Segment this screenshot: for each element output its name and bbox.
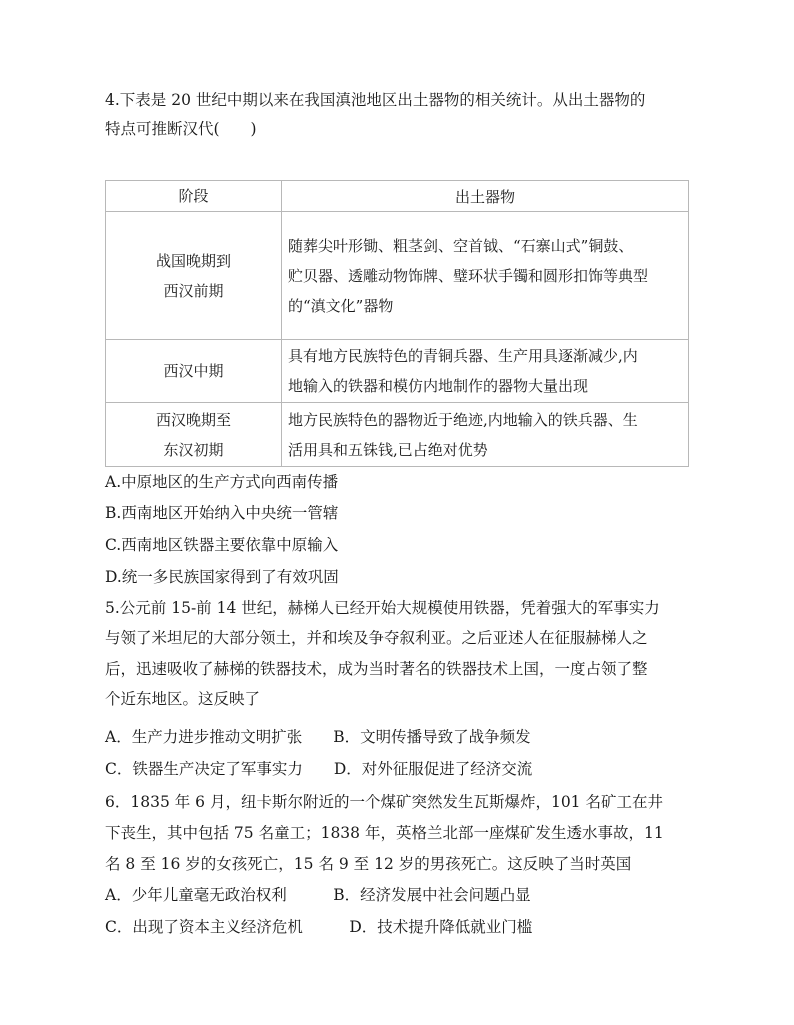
artifact-table [105, 180, 689, 467]
artifact-line: 贮贝器、透雕动物饰牌、璧环状手镯和圆形扣饰等典型 [288, 266, 649, 285]
stage-cell [106, 403, 282, 467]
stage-line: 西汉晚期至 [155, 410, 231, 429]
artifact-line: 地输入的铁器和模仿内地制作的器物大量出现 [288, 377, 589, 395]
stage-line: 西汉中期 [163, 362, 224, 380]
artifact-line: 的“滇文化”器物 [288, 296, 394, 315]
q5-stem-line-2: 与领了米坦尼的大部分领土，并和埃及争夺叙利亚。之后亚述人在征服赫梯人之 [105, 629, 648, 647]
q5-stem-line-4: 个近东地区。这反映了 [105, 690, 261, 708]
artifact-cell [282, 403, 689, 467]
q6-options-row-2: C．出现了资本主义经济危机 D．技术提升降低就业门槛 [105, 918, 533, 936]
q5-options-row-2: C．铁器生产决定了军事实力 D．对外征服促进了经济交流 [105, 760, 533, 778]
artifact-cell [282, 212, 689, 340]
q6-options-row-1: A．少年儿童毫无政治权利 B．经济发展中社会问题凸显 [105, 886, 531, 904]
table-header-row [106, 181, 689, 212]
header-stage: 阶段 [106, 181, 282, 212]
header-artifacts: 出土器物 [282, 181, 689, 212]
stage-line: 西汉前期 [163, 281, 224, 300]
q6-stem-line-2: 下丧生，其中包括 75 名童工；1838 年，英格兰北部一座煤矿发生透水事故，11 [105, 824, 664, 842]
table-row [106, 403, 689, 467]
q4-option-b: B.西南地区开始纳入中央统一管辖 [105, 504, 339, 522]
artifact-line: 地方民族特色的器物近于绝迹,内地输入的铁兵器、生 [288, 410, 638, 429]
q5-stem-line-3: 后，迅速吸收了赫梯的铁器技术，成为当时著名的铁器技术上国，一度占领了整 [105, 660, 648, 678]
table-row [106, 212, 689, 340]
q4-stem-line-1: 4.下表是 20 世纪中期以来在我国滇池地区出土器物的相关统计。从出土器物的 [105, 91, 646, 109]
table-row [106, 340, 689, 403]
q5-stem-line-1: 5.公元前 15-前 14 世纪，赫梯人已经开始大规模使用铁器，凭着强大的军事实力 [105, 599, 660, 617]
artifact-line: 随葬尖叶形锄、粗茎剑、空首钺、“石寨山式”铜鼓、 [288, 236, 634, 255]
q4-option-c: C.西南地区铁器主要依靠中原输入 [105, 536, 339, 554]
artifact-line: 具有地方民族特色的青铜兵器、生产用具逐渐减少,内 [288, 347, 638, 365]
q5-options-row-1: A．生产力进步推动文明扩张 B．文明传播导致了战争频发 [105, 728, 531, 746]
stage-cell [106, 212, 282, 340]
stage-line: 东汉初期 [163, 440, 224, 459]
q6-stem-line-3: 名 8 至 16 岁的女孩死亡，15 名 9 至 12 岁的男孩死亡。这反映了当时英国 [105, 855, 632, 873]
q6-stem-line-1: 6．1835 年 6 月，纽卡斯尔附近的一个煤矿突然发生瓦斯爆炸，101 名矿工在井 [105, 793, 663, 811]
q4-option-d: D.统一多民族国家得到了有效巩固 [105, 568, 339, 586]
artifact-cell [282, 340, 689, 403]
stage-line: 战国晚期到 [155, 251, 231, 270]
stage-cell [106, 340, 282, 403]
q4-option-a: A.中原地区的生产方式向西南传播 [105, 473, 339, 491]
q4-stem-line-2: 特点可推断汉代( ) [105, 120, 257, 138]
artifact-line: 活用具和五铢钱,已占绝对优势 [288, 440, 488, 459]
